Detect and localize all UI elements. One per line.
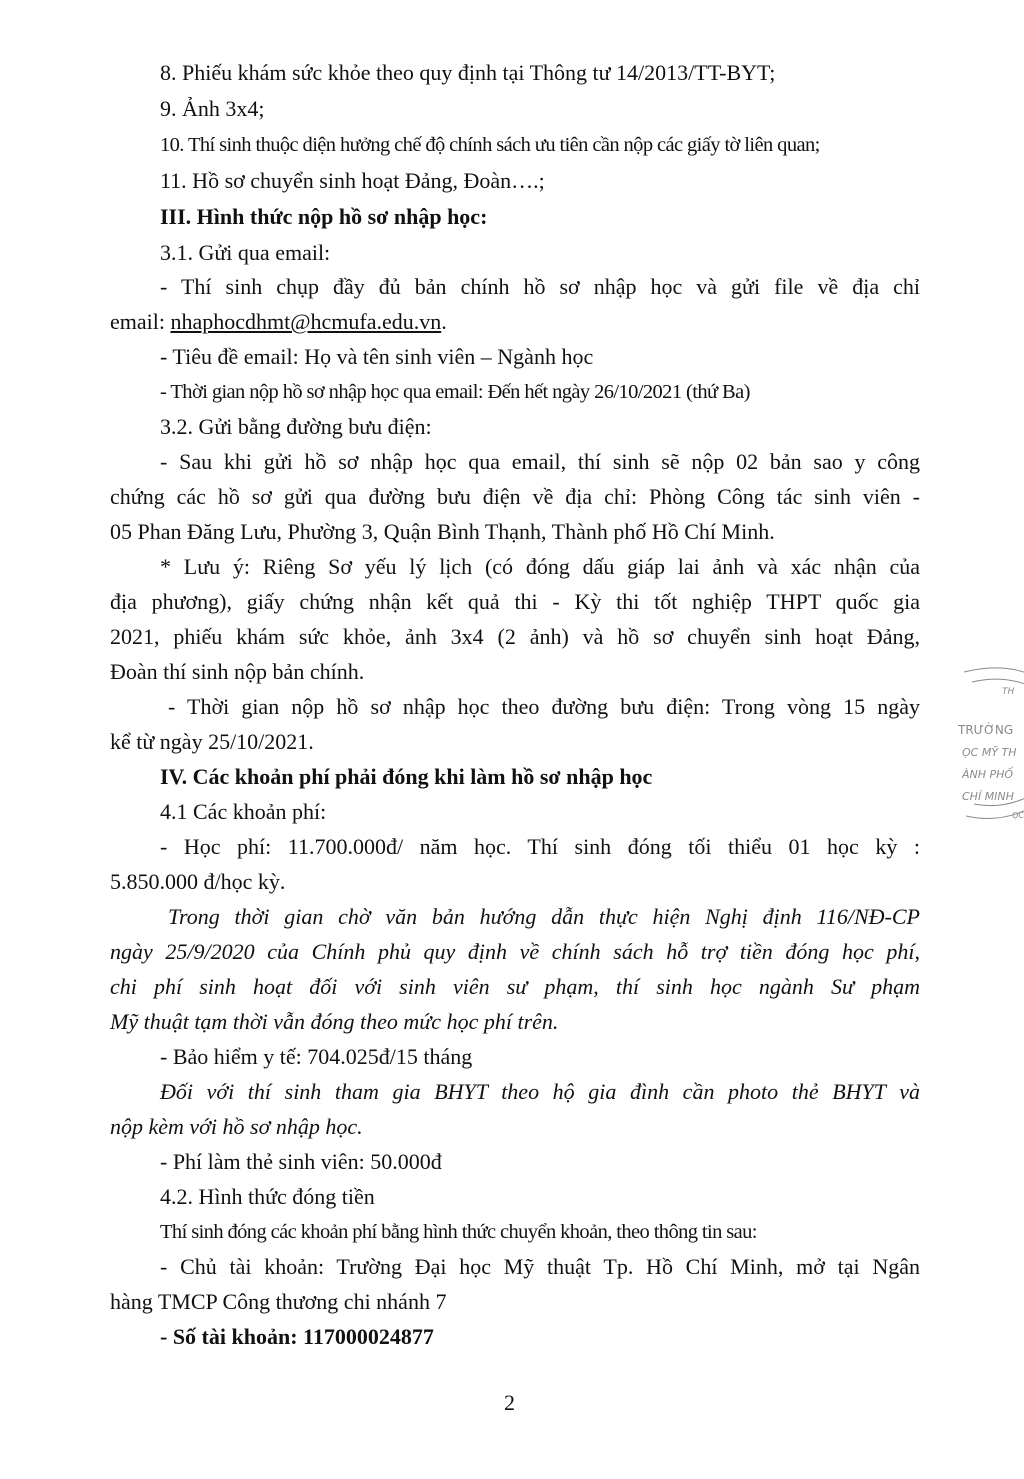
italic-note-line-1: Trong thời gian chờ văn bản hướng dẫn thực hiện Nghị định 116/NĐ-CP <box>168 904 920 929</box>
account-holder-line-2: hàng TMCP Công thương chi nhánh 7 <box>110 1289 447 1314</box>
email-deadline-line: - Thời gian nộp hồ sơ nhập học qua email: Đến hết ngày 26/10/2021 (thứ Ba) <box>160 381 750 403</box>
svg-text:ÀNH PHỐ: ÀNH PHỐ <box>962 768 1014 781</box>
student-card-fee-line: - Phí làm thẻ sinh viên: 50.000đ <box>160 1149 442 1174</box>
insurance-fee-line: - Bảo hiểm y tế: 704.025đ/15 tháng <box>160 1044 473 1069</box>
email-instruction-line-2 <box>110 309 447 335</box>
svg-text:TRƯỜNG: TRƯỜNG <box>958 723 1014 737</box>
insurance-note-line-1: Đối với thí sinh tham gia BHYT theo hộ gia đình cần photo thẻ BHYT và <box>160 1079 920 1104</box>
seal-stamp-graphic <box>944 658 1024 858</box>
post-deadline-line-1: - Thời gian nộp hồ sơ nhập học theo đường bưu điện: Trong vòng 15 ngày <box>168 694 920 719</box>
item-10-priority-docs: 10. Thí sinh thuộc diện hưởng chế độ chính sách ưu tiên cần nộp các giấy tờ liên quan; <box>160 134 820 156</box>
note-line-1: * Lưu ý: Riêng Sơ yếu lý lịch (có đóng dấu giáp lai ảnh và xác nhận của <box>160 554 920 579</box>
subsection-4-2: 4.2. Hình thức đóng tiền <box>160 1184 375 1209</box>
tuition-line-1: - Học phí: 11.700.000đ/ năm học. Thí sinh đóng tối thiểu 01 học kỳ : <box>160 834 920 859</box>
svg-text:ỌC MỸ TH: ỌC MỸ TH <box>962 746 1017 759</box>
insurance-note-line-2: nộp kèm với hồ sơ nhập học. <box>110 1114 363 1139</box>
payment-method-line: Thí sinh đóng các khoản phí bằng hình thức chuyển khoản, theo thông tin sau: <box>160 1221 757 1243</box>
subsection-4-1: 4.1 Các khoản phí: <box>160 799 327 824</box>
post-instruction-line-1: - Sau khi gửi hồ sơ nhập học qua email, thí sinh sẽ nộp 02 bản sao y công <box>160 449 920 474</box>
item-9-photo: 9. Ảnh 3x4; <box>160 96 265 121</box>
italic-note-line-4: Mỹ thuật tạm thời vẫn đóng theo mức học phí trên. <box>110 1009 559 1034</box>
email-subject-line: - Tiêu đề email: Họ và tên sinh viên – Ngành học <box>160 344 594 369</box>
svg-text:CHÍ MINH: CHÍ MINH <box>962 790 1014 803</box>
subsection-3-1: 3.1. Gửi qua email: <box>160 240 331 265</box>
item-8-health-form: 8. Phiếu khám sức khỏe theo quy định tại Thông tư 14/2013/TT-BYT; <box>160 60 776 85</box>
item-11-party-transfer: 11. Hồ sơ chuyển sinh hoạt Đảng, Đoàn….; <box>160 168 545 193</box>
post-instruction-line-2: chứng các hồ sơ gửi qua đường bưu điện về địa chỉ: Phòng Công tác sinh viên - <box>110 484 920 509</box>
section-3-heading: III. Hình thức nộp hồ sơ nhập học: <box>160 204 488 229</box>
section-4-heading: IV. Các khoản phí phải đóng khi làm hồ sơ nhập học <box>160 764 653 789</box>
page-number: 2 <box>504 1390 515 1415</box>
subsection-3-2: 3.2. Gửi bằng đường bưu điện: <box>160 414 432 439</box>
post-instruction-line-3: 05 Phan Đăng Lưu, Phường 3, Quận Bình Thạnh, Thành phố Hồ Chí Minh. <box>110 519 775 544</box>
email-instruction-line-1: - Thí sinh chụp đầy đủ bản chính hồ sơ nhập học và gửi file về địa chỉ <box>160 274 920 299</box>
email-period: . <box>441 309 447 334</box>
email-address-link[interactable]: nhaphocdhmt@hcmufa.edu.vn <box>170 309 442 334</box>
email-label: email: <box>110 309 171 334</box>
note-line-3: 2021, phiếu khám sức khỏe, ảnh 3x4 (2 ảnh) và hồ sơ chuyển sinh hoạt Đảng, <box>110 624 920 649</box>
svg-text:TH: TH <box>1002 687 1015 697</box>
svg-text:ỌC: ỌC <box>1012 811 1024 820</box>
account-number-line: - Số tài khoản: 117000024877 <box>160 1324 434 1349</box>
post-deadline-line-2: kể từ ngày 25/10/2021. <box>110 729 314 754</box>
note-line-2: địa phương), giấy chứng nhận kết quả thi - Kỳ thi tốt nghiệp THPT quốc gia <box>110 589 920 614</box>
italic-note-line-3: chi phí sinh hoạt đối với sinh viên sư phạm, thí sinh học ngành Sư phạm <box>110 974 920 999</box>
note-line-4: Đoàn thí sinh nộp bản chính. <box>110 659 365 684</box>
seal-stamp-partial <box>944 658 1024 858</box>
account-holder-line-1: - Chủ tài khoản: Trường Đại học Mỹ thuật Tp. Hồ Chí Minh, mở tại Ngân <box>160 1254 920 1279</box>
tuition-line-2: 5.850.000 đ/học kỳ. <box>110 869 286 894</box>
italic-note-line-2: ngày 25/9/2020 của Chính phủ quy định về chính sách hỗ trợ tiền đóng học phí, <box>110 939 920 964</box>
